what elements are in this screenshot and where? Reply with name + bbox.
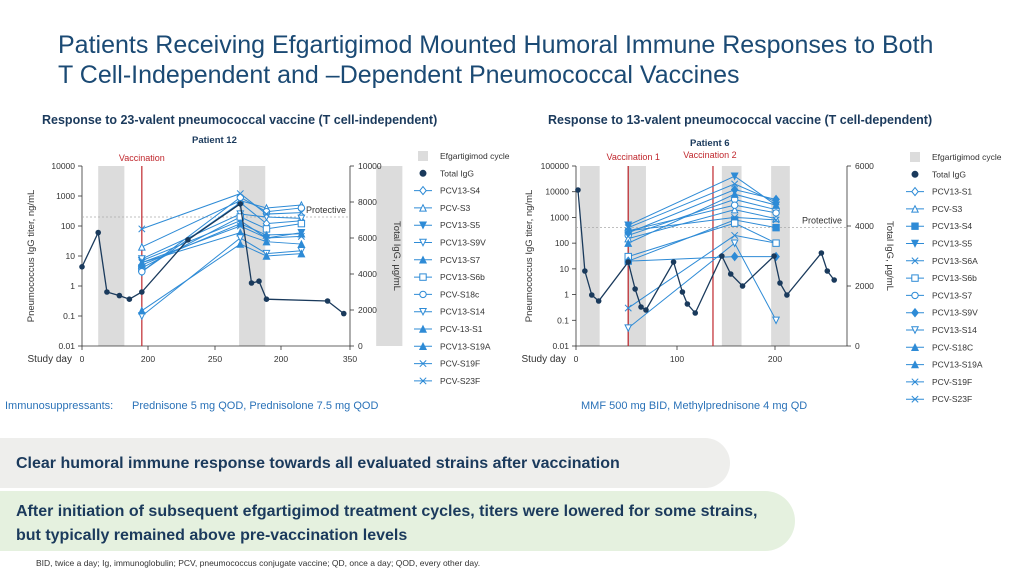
total-igg-point-18 xyxy=(819,250,825,256)
y-tick-label-left-0: 0.01 xyxy=(58,341,75,351)
right-immuno-value: MMF 500 mg BID, Methylprednisone 4 mg QD xyxy=(581,400,808,412)
series-line-PCV13-S14 xyxy=(628,243,776,328)
total-igg-point-3 xyxy=(117,293,123,299)
legend-label-0: Efgartigimod cycle xyxy=(932,152,1002,162)
series-line-PCV13-S1 xyxy=(628,199,776,235)
y-tick-label-left-2: 1 xyxy=(70,281,75,291)
legend-label-9: PCV13-S9V xyxy=(932,307,978,318)
legend-label-3: PCV-S3 xyxy=(440,202,471,213)
y-tick-label-right-4: 8000 xyxy=(358,197,377,207)
y-tick-label-left-5: 1000 xyxy=(56,191,75,201)
vaccination-label-0: Vaccination 1 xyxy=(606,152,660,162)
total-igg-point-1 xyxy=(582,268,588,274)
vaccination-label-0: Vaccination xyxy=(118,153,165,163)
y-axis-label-right: Total IgG, µg/mL xyxy=(884,221,895,291)
y-tick-label-left-7: 100000 xyxy=(540,161,569,171)
legend-label-11: PCV-S18C xyxy=(932,342,974,353)
right-panel-heading: Response to 13-valent pneumococcal vaccine (T cell-dependent) xyxy=(548,113,933,127)
series-line-PCV13-S5 xyxy=(628,176,776,225)
legend-marker-2 xyxy=(420,187,426,195)
chart-patient-12 xyxy=(0,140,510,402)
series-line-PCV13-S14 xyxy=(142,238,302,316)
y-tick-label-left-0: 0.01 xyxy=(552,341,569,351)
title-line-2: T Cell-Independent and –Dependent Pneumococcal Vaccines xyxy=(58,61,740,89)
point-PCV-S18c-0 xyxy=(139,268,145,274)
x-tick-label-1: 200 xyxy=(140,354,156,364)
y-tick-label-right-2: 4000 xyxy=(855,221,874,231)
total-igg-point-8 xyxy=(249,280,255,286)
total-igg-point-10 xyxy=(264,296,270,302)
legend-label-3: PCV-S3 xyxy=(932,203,963,214)
legend-label-13: PCV-S23F xyxy=(440,375,481,386)
efgartigimod-cycle-band-0 xyxy=(580,166,600,346)
footnote: BID, twice a day; Ig, immunoglobulin; PCV, pneumococcus conjugate vaccine; QD, once a day; QOD, every other day. xyxy=(36,558,481,568)
total-igg-point-12 xyxy=(341,311,347,317)
total-igg-point-7 xyxy=(643,307,649,313)
total-igg-point-5 xyxy=(139,289,145,295)
point-PCV-13-S1-0 xyxy=(139,308,145,314)
vaccination-label-1: Vaccination 2 xyxy=(683,150,737,160)
total-igg-point-16 xyxy=(777,280,783,286)
y-tick-label-right-1: 2000 xyxy=(358,305,377,315)
legend-label-9: PCV13-S14 xyxy=(440,306,485,317)
left-immuno-label: Immunosuppressants: xyxy=(5,400,114,412)
total-igg-point-19 xyxy=(824,268,830,274)
legend-marker-7 xyxy=(420,274,426,280)
y-tick-label-left-3: 10 xyxy=(65,251,75,261)
legend-label-13: PCV-S19F xyxy=(932,376,973,387)
total-igg-point-9 xyxy=(680,289,686,295)
legend-label-8: PCV-S18c xyxy=(440,289,480,300)
x-axis-label: Study day xyxy=(27,354,72,365)
legend-label-5: PCV13-S9V xyxy=(440,237,486,248)
legend-label-1: Total IgG xyxy=(932,169,967,180)
y-axis-label-right: Total IgG, µg/mL xyxy=(391,221,402,291)
protective-label: Protective xyxy=(801,215,842,226)
legend-marker-8 xyxy=(912,292,918,298)
left-immuno-value: Prednisone 5 mg QOD, Prednisolone 7.5 mg QOD xyxy=(132,400,379,412)
y-tick-label-right-2: 4000 xyxy=(358,269,377,279)
x-tick-label-3: 200 xyxy=(273,354,289,364)
legend-label-10: PCV-13-S1 xyxy=(440,324,483,334)
y-tick-label-left-6: 10000 xyxy=(545,186,569,197)
total-igg-point-8 xyxy=(671,259,677,265)
legend-label-12: PCV-S19F xyxy=(440,358,481,369)
y-tick-label-left-3: 10 xyxy=(559,263,569,274)
legend-label-7: PCV13-S6b xyxy=(440,272,485,283)
legend-label-8: PCV13-S7 xyxy=(932,290,973,301)
y-tick-label-right-0: 0 xyxy=(358,341,363,351)
legend-label-4: PCV13-S4 xyxy=(932,221,973,232)
x-tick-label-2: 200 xyxy=(767,354,783,364)
y-tick-label-left-1: 0.1 xyxy=(557,315,569,326)
legend-marker-1 xyxy=(420,170,426,176)
total-igg-point-2 xyxy=(104,289,110,295)
y-tick-label-right-5: 10000 xyxy=(358,161,382,171)
left-patient-label: Patient 12 xyxy=(192,135,237,146)
point-PCV13-S6b-3 xyxy=(298,220,304,226)
legend-label-2: PCV13-S4 xyxy=(440,185,481,196)
total-igg-point-9 xyxy=(256,278,262,284)
legend-marker-2 xyxy=(912,188,918,196)
total-igg-point-1 xyxy=(95,230,101,236)
x-tick-label-4: 350 xyxy=(342,354,358,364)
total-igg-point-4 xyxy=(625,259,631,265)
chart-patient-6 xyxy=(510,140,1020,406)
total-igg-point-7 xyxy=(238,201,244,207)
point-PCV-S3-0 xyxy=(139,244,145,250)
point-PCV13-S7-2 xyxy=(773,210,779,216)
banner-1-text: Clear humoral immune response towards all evaluated strains after vaccination xyxy=(16,455,620,472)
legend-label-11: PCV13-S19A xyxy=(440,341,491,352)
legend-marker-0 xyxy=(910,152,920,162)
total-igg-point-15 xyxy=(771,253,777,259)
y-tick-label-right-3: 6000 xyxy=(855,161,874,171)
point-PCV13-S6b-1 xyxy=(731,220,737,226)
total-igg-point-2 xyxy=(589,292,595,298)
x-tick-label-0: 0 xyxy=(79,354,85,364)
y-axis-label-left: Pneumococcus IgG titer, ng/mL xyxy=(524,189,535,323)
legend-label-7: PCV13-S6b xyxy=(932,273,977,284)
x-axis-label: Study day xyxy=(521,354,566,365)
total-igg-point-0 xyxy=(575,187,581,193)
total-igg-point-6 xyxy=(185,237,191,243)
legend-marker-1 xyxy=(912,171,918,177)
total-igg-point-3 xyxy=(596,298,602,304)
total-igg-point-0 xyxy=(79,264,85,270)
banner-2-text: After initiation of subsequent efgartigimod treatment cycles, titers were lowered for some strains, but typically remained above pre-vaccination levels xyxy=(16,503,758,544)
total-igg-point-12 xyxy=(719,253,725,259)
legend-label-14: PCV-S23F xyxy=(932,394,973,405)
right-patient-label: Patient 6 xyxy=(690,138,730,149)
total-igg-point-11 xyxy=(692,310,698,316)
y-tick-label-left-5: 1000 xyxy=(550,212,569,223)
title-line-1: Patients Receiving Efgartigimod Mounted Humoral Immune Responses to Both xyxy=(58,31,934,59)
total-igg-point-14 xyxy=(740,283,746,289)
y-tick-label-right-0: 0 xyxy=(855,341,860,351)
y-tick-label-right-1: 2000 xyxy=(855,281,874,291)
legend-label-2: PCV13-S1 xyxy=(932,186,973,197)
series-line-PCV-S3 xyxy=(142,201,302,247)
y-axis-label-left: Pneumococcus IgG titer, ng/mL xyxy=(26,189,37,323)
protective-label: Protective xyxy=(305,204,346,215)
total-igg-point-13 xyxy=(728,271,734,277)
legend-label-0: Efgartigimod cycle xyxy=(440,151,510,161)
total-igg-point-6 xyxy=(638,304,644,310)
legend-marker-4 xyxy=(912,223,918,229)
x-tick-label-1: 100 xyxy=(669,354,685,364)
legend-label-10: PCV13-S14 xyxy=(932,325,977,335)
y-tick-label-left-4: 100 xyxy=(60,221,75,231)
total-igg-point-20 xyxy=(831,277,837,283)
total-igg-point-17 xyxy=(784,292,790,298)
legend-marker-9 xyxy=(912,309,918,317)
total-igg-point-11 xyxy=(325,298,331,304)
legend-label-6: PCV13-S6A xyxy=(932,255,978,266)
legend-marker-8 xyxy=(420,291,426,297)
y-tick-label-right-3: 6000 xyxy=(358,233,377,243)
legend-label-5: PCV13-S5 xyxy=(932,238,973,249)
y-tick-label-left-1: 0.1 xyxy=(63,311,75,321)
x-tick-label-0: 0 xyxy=(573,354,579,364)
legend-label-6: PCV13-S7 xyxy=(440,254,481,265)
y-tick-label-left-2: 1 xyxy=(564,289,569,300)
legend-label-4: PCV13-S5 xyxy=(440,220,481,231)
x-tick-label-2: 250 xyxy=(207,354,223,364)
total-igg-line xyxy=(578,190,834,313)
legend-marker-0 xyxy=(418,151,428,161)
point-PCV13-S6b-2 xyxy=(773,240,779,246)
y-tick-label-left-6: 10000 xyxy=(51,161,75,171)
legend-label-12: PCV13-S19A xyxy=(932,359,983,370)
page-title xyxy=(58,30,998,90)
series-line-PCV13-S19A xyxy=(142,224,302,265)
legend-label-1: Total IgG xyxy=(440,168,475,179)
point-PCV13-S4-2 xyxy=(773,224,779,230)
total-igg-point-10 xyxy=(685,301,691,307)
efgartigimod-cycle-band-1 xyxy=(239,166,265,346)
series-line-PCV13-S4 xyxy=(628,220,776,261)
series-line-PCV13-S9V xyxy=(628,190,776,233)
y-tick-label-left-4: 100 xyxy=(554,238,569,249)
total-igg-point-4 xyxy=(127,296,133,302)
legend-marker-7 xyxy=(912,275,918,281)
point-PCV13-S7-1 xyxy=(731,202,737,208)
total-igg-point-5 xyxy=(632,286,638,292)
left-panel-heading: Response to 23-valent pneumococcal vaccine (T cell-independent) xyxy=(42,113,438,127)
